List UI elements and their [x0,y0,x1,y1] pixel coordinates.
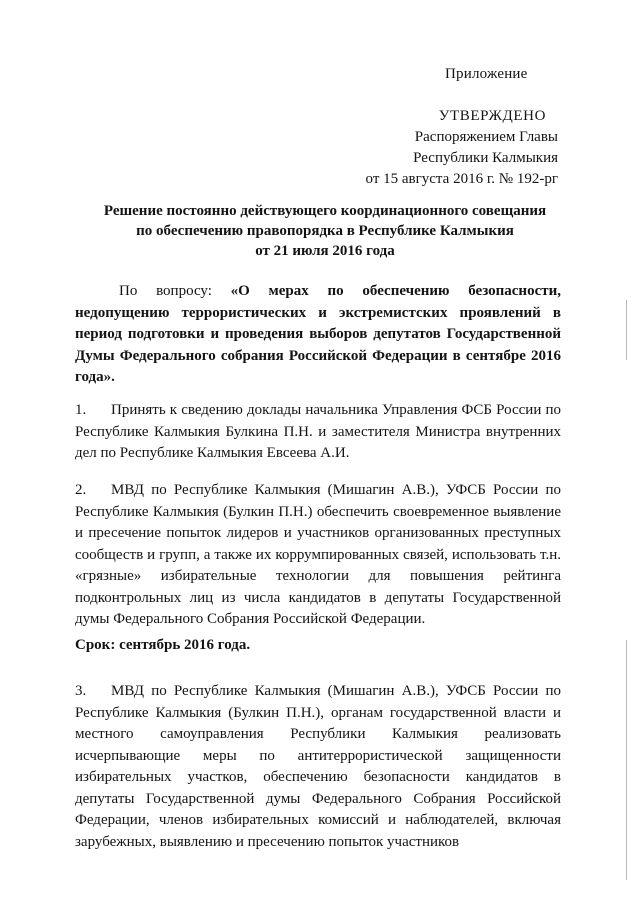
item-number: 2. [75,482,87,498]
title-line: от 21 июля 2016 года [255,243,395,259]
approved-by-line: Республики Калмыкия [413,150,558,166]
item-text: Принять к сведению доклады начальника Управления ФСБ России по Республике Калмыкия Булкина П.Н. и заместителя Министра внутренних дел по Республике Калмыкия Евсеева А.И. [75,402,561,461]
intro-paragraph [75,281,561,389]
intro-text: «О мерах по обеспечению безопасности, недопущению террористических и экстремистских проявлений в период подготовки и проведения выборов депутатов Государственной Думы Федерального собрания Российской Федерации в сентябре 2016 года». [75,283,561,385]
item-text: МВД по Республике Калмыкия (Мишагин А.В.), УФСБ России по Республике Калмыкия (Булкин П.Н.) обеспечить своевременное выявление и пресечение попыток лидеров и участников организованных преступных сообществ и групп, а также их коррумпированных связей, использовать т.н. «грязные» избирательные технологии для повышения рейтинга подконтрольных лиц из числа кандидатов в депутаты Государственной думы Федерального Собрания Российской Федерации. [75,482,561,627]
approved-label: УТВЕРЖДЕНО [438,108,546,124]
scan-edge-mark [626,640,627,880]
title-line: Решение постоянно действующего координационного совещания [103,203,547,219]
list-item [75,681,561,853]
item-number: 1. [75,402,87,418]
document-title [75,201,575,261]
list-item [75,480,561,631]
deadline: Срок: сентябрь 2016 года. [75,637,251,653]
item-number: 3. [75,683,87,699]
item-text: МВД по Республике Калмыкия (Мишагин А.В.), УФСБ России по Республике Калмыкия (Булкин П.Н.), органам государственной власти и местного самоуправления Республики Калмыкия реализовать исчерпывающие меры по антитеррористической защищенности избирательных участков, обеспечению безопасности кандидатов в депутаты Государственной думы Федерального Собрания Российской Федерации, членов избирательных комиссий и наблюдателей, включая зарубежных, выявлению и пресечению попыток участников [75,683,561,850]
approval-block [366,106,558,190]
appendix-label: Приложение [445,66,528,82]
approved-by-line: Распоряжением Главы [414,129,558,145]
scan-edge-mark [626,300,627,360]
list-item [75,400,561,465]
approved-date: от 15 августа 2016 г. № 192-рг [365,171,558,187]
title-line: по обеспечению правопорядка в Республике Калмыкия [136,223,514,239]
intro-prefix: По вопросу: [119,283,212,299]
